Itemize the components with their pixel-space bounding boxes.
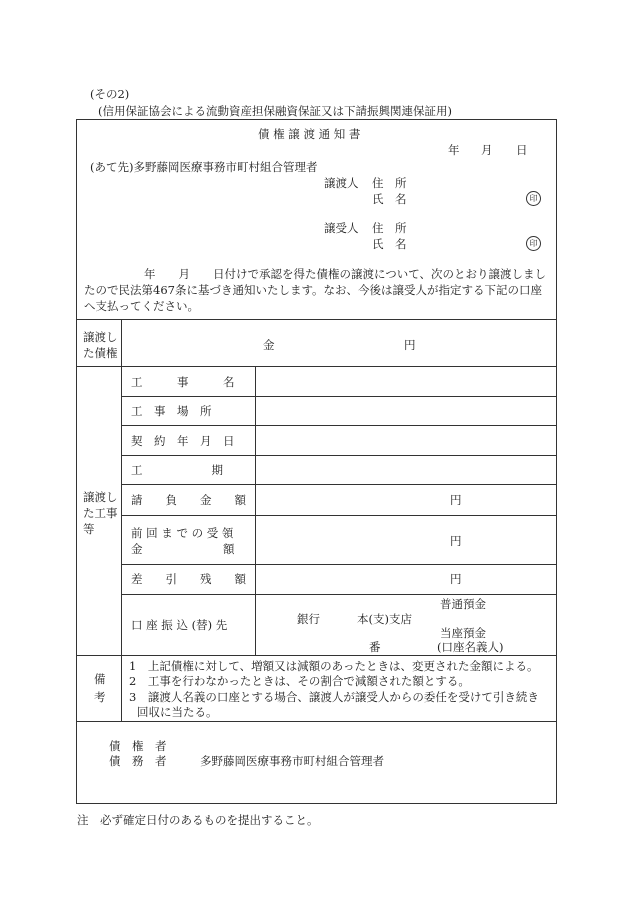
account-number-label: 番	[369, 640, 381, 654]
received-amount-label-line1: 前 回 ま で の 受 領	[131, 526, 234, 540]
account-branch: 本(支)支店	[357, 612, 412, 626]
claim-amount-unit: 円	[404, 338, 416, 352]
addressee: (あて先)多野藤岡医療事務市町村組合管理者	[90, 160, 318, 174]
assignee-name-label: 氏 名	[372, 237, 407, 251]
construction-label-line2: た工事	[83, 506, 118, 520]
footnote: 注 必ず確定日付のあるものを提出すること。	[77, 813, 319, 827]
notice-title: 債 権 譲 渡 通 知 書	[258, 127, 361, 141]
construction-label-line3: 等	[83, 522, 95, 536]
remarks-label-line2: 考	[94, 690, 106, 704]
notice-body-line2: たので民法第467条に基づき通知いたします。なお、今後は譲受人が指定する下記の口座	[84, 283, 543, 297]
assignor-label: 譲渡人	[324, 176, 359, 190]
account-holder-label: (口座名義人)	[437, 640, 504, 654]
balance-label: 差 引 残 額	[131, 572, 246, 586]
construction-label-line1: 譲渡し	[83, 490, 118, 504]
date-month-label: 月	[481, 143, 493, 157]
contract-date-label: 契 約 年 月 日	[131, 434, 235, 448]
assignor-seal-icon: 印	[526, 191, 541, 206]
date-year-label: 年	[448, 143, 460, 157]
form-number: (その2)	[90, 87, 130, 101]
account-label: 口 座 振 込 (替) 先	[131, 618, 228, 632]
remarks-item-3-line1: 3 譲渡人名義の口座とする場合、譲渡人が譲受人からの委任を受けて引き続き	[129, 690, 539, 704]
creditor-label: 債 権 者	[109, 739, 167, 753]
remarks-label-line1: 備	[94, 672, 106, 686]
account-ordinary: 普通預金	[440, 597, 486, 611]
claim-amount-prefix: 金	[263, 338, 275, 352]
received-amount-label-line2: 金 額	[131, 542, 235, 556]
remarks-item-3-line2: 回収に当たる。	[137, 705, 218, 719]
remarks-item-1: 1 上記債権に対して、増額又は減額のあったときは、変更された金額による。	[129, 659, 539, 673]
account-current: 当座預金	[440, 626, 486, 640]
received-amount-yen: 円	[450, 534, 462, 548]
notice-body-line3: へ支払ってください。	[84, 299, 199, 313]
assignee-address-label: 住 所	[372, 221, 407, 235]
claim-label-line1: 譲渡し	[83, 330, 118, 344]
date-day-label: 日	[516, 143, 528, 157]
contract-amount-yen: 円	[450, 493, 462, 507]
claim-label-line2: た債権	[83, 346, 118, 360]
assignor-address-label: 住 所	[372, 176, 407, 190]
form-subtitle: (信用保証協会による流動資産担保融資保証又は下請振興関連保証用)	[98, 104, 452, 118]
debtor-name: 多野藤岡医療事務市町村組合管理者	[200, 754, 384, 768]
debtor-label: 債 務 者	[109, 754, 167, 768]
construction-name-label: 工 事 名	[131, 375, 235, 389]
remarks-item-2: 2 工事を行わなかったときは、その割合で減額された額とする。	[129, 674, 470, 688]
notice-body-line1: 年 月 日付けで承認を得た債権の譲渡について、次のとおり譲渡しまし	[144, 267, 547, 281]
account-bank: 銀行	[297, 612, 320, 626]
construction-period-label: 工 期	[131, 463, 223, 477]
contract-amount-label: 請 負 金 額	[131, 493, 246, 507]
assignee-seal-icon: 印	[526, 236, 541, 251]
assignee-label: 譲受人	[324, 221, 359, 235]
balance-yen: 円	[450, 572, 462, 586]
assignor-name-label: 氏 名	[372, 192, 407, 206]
construction-site-label: 工 事 場 所	[131, 404, 212, 418]
